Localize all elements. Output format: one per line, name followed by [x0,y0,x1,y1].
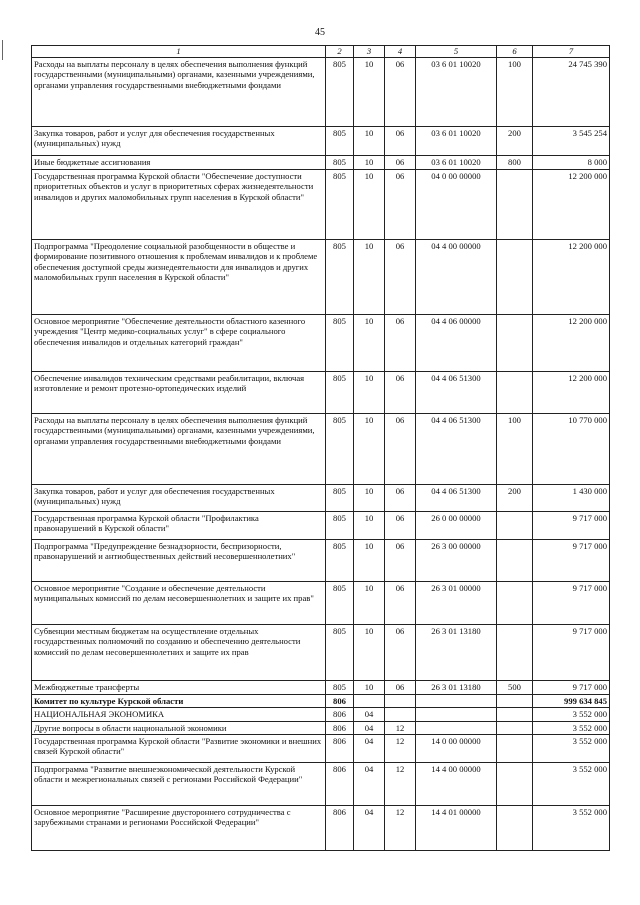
row-section-cell: 10 [354,240,385,315]
row-target-article-cell: 03 6 01 10020 [416,127,497,156]
row-name-cell: Расходы на выплаты персоналу в целях обеспечения выполнения функций государственными (муниципальными) органами, казенными учреждениями, органами управления государственными внебюджетными фондами [32,414,326,485]
row-section-cell: 10 [354,540,385,582]
table-row [32,127,610,156]
header-col-2: 2 [326,46,354,58]
row-expense-type-cell [497,170,533,240]
row-subsection-cell: 06 [385,540,416,582]
row-subsection-cell: 06 [385,240,416,315]
row-expense-type-cell [497,734,533,762]
row-amount-cell: 9 717 000 [533,512,610,540]
row-target-article-cell: 03 6 01 10020 [416,58,497,127]
row-gr-code-cell: 805 [326,170,354,240]
row-expense-type-cell [497,582,533,625]
table-row [32,540,610,582]
row-section-cell: 04 [354,805,385,850]
row-subsection-cell [385,695,416,708]
row-expense-type-cell [497,805,533,850]
row-gr-code-cell: 805 [326,540,354,582]
binding-margin-mark [2,40,6,60]
row-expense-type-cell: 100 [497,58,533,127]
row-amount-cell: 12 200 000 [533,315,610,372]
row-expense-type-cell: 200 [497,485,533,512]
row-gr-code-cell: 805 [326,156,354,170]
row-gr-code-cell: 805 [326,512,354,540]
table-row [32,240,610,315]
row-amount-cell: 24 745 390 [533,58,610,127]
row-section-cell: 10 [354,372,385,414]
row-target-article-cell: 04 4 00 00000 [416,240,497,315]
row-amount-cell: 12 200 000 [533,170,610,240]
row-gr-code-cell: 806 [326,708,354,721]
row-expense-type-cell [497,540,533,582]
row-expense-type-cell [497,625,533,681]
row-name-cell: Межбюджетные трансферты [32,681,326,695]
row-section-cell: 10 [354,681,385,695]
row-amount-cell: 12 200 000 [533,372,610,414]
row-name-cell: Государственная программа Курской области "Обеспечение доступности приоритетных объектов и услуг в приоритетных сферах жизнедеятельности инвалидов и других маломобильных групп населения в Курской области" [32,170,326,240]
table-row [32,414,610,485]
row-section-cell: 10 [354,156,385,170]
row-section-cell [354,695,385,708]
row-section-cell: 10 [354,625,385,681]
row-amount-cell: 999 634 845 [533,695,610,708]
row-section-cell: 10 [354,485,385,512]
row-section-cell: 10 [354,582,385,625]
header-col-7: 7 [533,46,610,58]
header-col-3: 3 [354,46,385,58]
row-target-article-cell: 14 4 00 00000 [416,762,497,805]
row-amount-cell: 3 552 000 [533,721,610,734]
row-amount-cell: 3 552 000 [533,708,610,721]
table-row [32,721,610,734]
row-name-cell: Обеспечение инвалидов техническим средствами реабилитации, включая изготовление и ремонт протезно-ортопедических изделий [32,372,326,414]
row-expense-type-cell [497,708,533,721]
row-section-cell: 10 [354,170,385,240]
row-amount-cell: 1 430 000 [533,485,610,512]
row-expense-type-cell: 200 [497,127,533,156]
row-name-cell: Подпрограмма "Предупреждение безнадзорности, беспризорности, правонарушений и антиобщественных действий несовершеннолетних" [32,540,326,582]
table-row [32,805,610,850]
row-name-cell: Основное мероприятие "Обеспечение деятельности областного казенного учреждения "Центр медико-социальных услуг" в сфере социального обеспечения инвалидов и отдельных категорий граждан" [32,315,326,372]
table-row [32,170,610,240]
row-expense-type-cell [497,372,533,414]
row-gr-code-cell: 805 [326,240,354,315]
row-subsection-cell: 06 [385,681,416,695]
row-amount-cell: 3 552 000 [533,762,610,805]
row-section-cell: 10 [354,414,385,485]
row-target-article-cell: 14 4 01 00000 [416,805,497,850]
row-name-cell: НАЦИОНАЛЬНАЯ ЭКОНОМИКА [32,708,326,721]
row-section-cell: 04 [354,734,385,762]
row-subsection-cell: 06 [385,156,416,170]
row-gr-code-cell: 806 [326,762,354,805]
row-section-cell: 10 [354,512,385,540]
row-name-cell: Государственная программа Курской области "Развитие экономики и внешних связей Курской области" [32,734,326,762]
row-expense-type-cell: 500 [497,681,533,695]
row-subsection-cell: 12 [385,721,416,734]
row-amount-cell: 12 200 000 [533,240,610,315]
row-gr-code-cell: 806 [326,734,354,762]
row-name-cell: Подпрограмма "Преодоление социальной разобщенности в обществе и формирование позитивного отношения к проблемам инвалидов и к проблеме обеспечения доступной среды жизнедеятельности для инвалидов и других маломобильных групп населения в Курской области" [32,240,326,315]
header-col-1: 1 [32,46,326,58]
page-number: 45 [315,27,325,38]
row-subsection-cell: 12 [385,762,416,805]
row-subsection-cell [385,708,416,721]
row-expense-type-cell: 100 [497,414,533,485]
row-subsection-cell: 06 [385,372,416,414]
table-row [32,58,610,127]
row-subsection-cell: 06 [385,58,416,127]
row-expense-type-cell: 800 [497,156,533,170]
row-gr-code-cell: 805 [326,315,354,372]
row-name-cell: Расходы на выплаты персоналу в целях обеспечения выполнения функций государственными (муниципальными) органами, казенными учреждениями, органами управления государственными внебюджетными фондами [32,58,326,127]
row-expense-type-cell [497,315,533,372]
row-target-article-cell [416,721,497,734]
row-subsection-cell: 06 [385,485,416,512]
row-subsection-cell: 06 [385,582,416,625]
row-gr-code-cell: 805 [326,625,354,681]
row-gr-code-cell: 805 [326,372,354,414]
row-name-cell: Основное мероприятие "Создание и обеспечение деятельности муниципальных комиссий по делам несовершеннолетних и защите их прав" [32,582,326,625]
table-row [32,708,610,721]
row-target-article-cell: 26 3 01 13180 [416,625,497,681]
row-name-cell: Субвенции местным бюджетам на осуществление отдельных государственных полномочий по созданию и обеспечению деятельности комиссий по делам несовершеннолетних и защите их прав [32,625,326,681]
row-target-article-cell: 04 4 06 51300 [416,372,497,414]
row-target-article-cell: 26 3 01 00000 [416,582,497,625]
row-target-article-cell: 26 0 00 00000 [416,512,497,540]
row-gr-code-cell: 805 [326,58,354,127]
header-col-4: 4 [385,46,416,58]
row-expense-type-cell [497,762,533,805]
row-amount-cell: 10 770 000 [533,414,610,485]
row-subsection-cell: 06 [385,512,416,540]
row-amount-cell: 9 717 000 [533,540,610,582]
table-header-row [32,46,610,58]
row-expense-type-cell [497,695,533,708]
row-gr-code-cell: 806 [326,695,354,708]
row-name-cell: Закупка товаров, работ и услуг для обеспечения государственных (муниципальных) нужд [32,485,326,512]
row-target-article-cell: 14 0 00 00000 [416,734,497,762]
row-name-cell: Закупка товаров, работ и услуг для обеспечения государственных (муниципальных) нужд [32,127,326,156]
row-target-article-cell: 04 4 06 00000 [416,315,497,372]
table-row [32,372,610,414]
row-amount-cell: 3 552 000 [533,805,610,850]
table-row [32,315,610,372]
row-gr-code-cell: 805 [326,127,354,156]
row-name-cell: Комитет по культуре Курской области [32,695,326,708]
row-target-article-cell: 26 3 00 00000 [416,540,497,582]
row-expense-type-cell [497,240,533,315]
header-col-5: 5 [416,46,497,58]
row-subsection-cell: 12 [385,734,416,762]
budget-table [31,45,610,851]
row-amount-cell: 9 717 000 [533,582,610,625]
row-target-article-cell: 26 3 01 13180 [416,681,497,695]
table-row [32,512,610,540]
row-amount-cell: 9 717 000 [533,681,610,695]
row-amount-cell: 3 552 000 [533,734,610,762]
row-section-cell: 10 [354,127,385,156]
table-row [32,156,610,170]
row-name-cell: Иные бюджетные ассигнования [32,156,326,170]
row-section-cell: 04 [354,762,385,805]
row-subsection-cell: 06 [385,170,416,240]
table-row [32,582,610,625]
row-subsection-cell: 06 [385,625,416,681]
row-section-cell: 10 [354,58,385,127]
row-gr-code-cell: 805 [326,681,354,695]
row-name-cell: Основное мероприятие "Расширение двустороннего сотрудничества с зарубежными странами и регионами Российской Федерации" [32,805,326,850]
row-name-cell: Государственная программа Курской области "Профилактика правонарушений в Курской области" [32,512,326,540]
row-gr-code-cell: 805 [326,414,354,485]
row-amount-cell: 3 545 254 [533,127,610,156]
row-amount-cell: 9 717 000 [533,625,610,681]
row-expense-type-cell [497,721,533,734]
row-amount-cell: 8 000 [533,156,610,170]
row-target-article-cell [416,708,497,721]
row-gr-code-cell: 806 [326,805,354,850]
table-row [32,734,610,762]
table-row [32,681,610,695]
row-name-cell: Другие вопросы в области национальной экономики [32,721,326,734]
header-col-6: 6 [497,46,533,58]
row-section-cell: 10 [354,315,385,372]
row-subsection-cell: 06 [385,127,416,156]
row-subsection-cell: 12 [385,805,416,850]
row-section-cell: 04 [354,721,385,734]
row-target-article-cell: 04 0 00 00000 [416,170,497,240]
table-row [32,762,610,805]
row-gr-code-cell: 806 [326,721,354,734]
row-target-article-cell: 04 4 06 51300 [416,485,497,512]
row-name-cell: Подпрограмма "Развитие внешнеэкономической деятельности Курской области и межрегиональных связей с регионами Российской Федерации" [32,762,326,805]
table-row [32,485,610,512]
row-expense-type-cell [497,512,533,540]
row-target-article-cell [416,695,497,708]
row-subsection-cell: 06 [385,315,416,372]
row-subsection-cell: 06 [385,414,416,485]
row-target-article-cell: 04 4 06 51300 [416,414,497,485]
row-target-article-cell: 03 6 01 10020 [416,156,497,170]
table-row [32,695,610,708]
row-gr-code-cell: 805 [326,485,354,512]
row-gr-code-cell: 805 [326,582,354,625]
row-section-cell: 04 [354,708,385,721]
table-row [32,625,610,681]
